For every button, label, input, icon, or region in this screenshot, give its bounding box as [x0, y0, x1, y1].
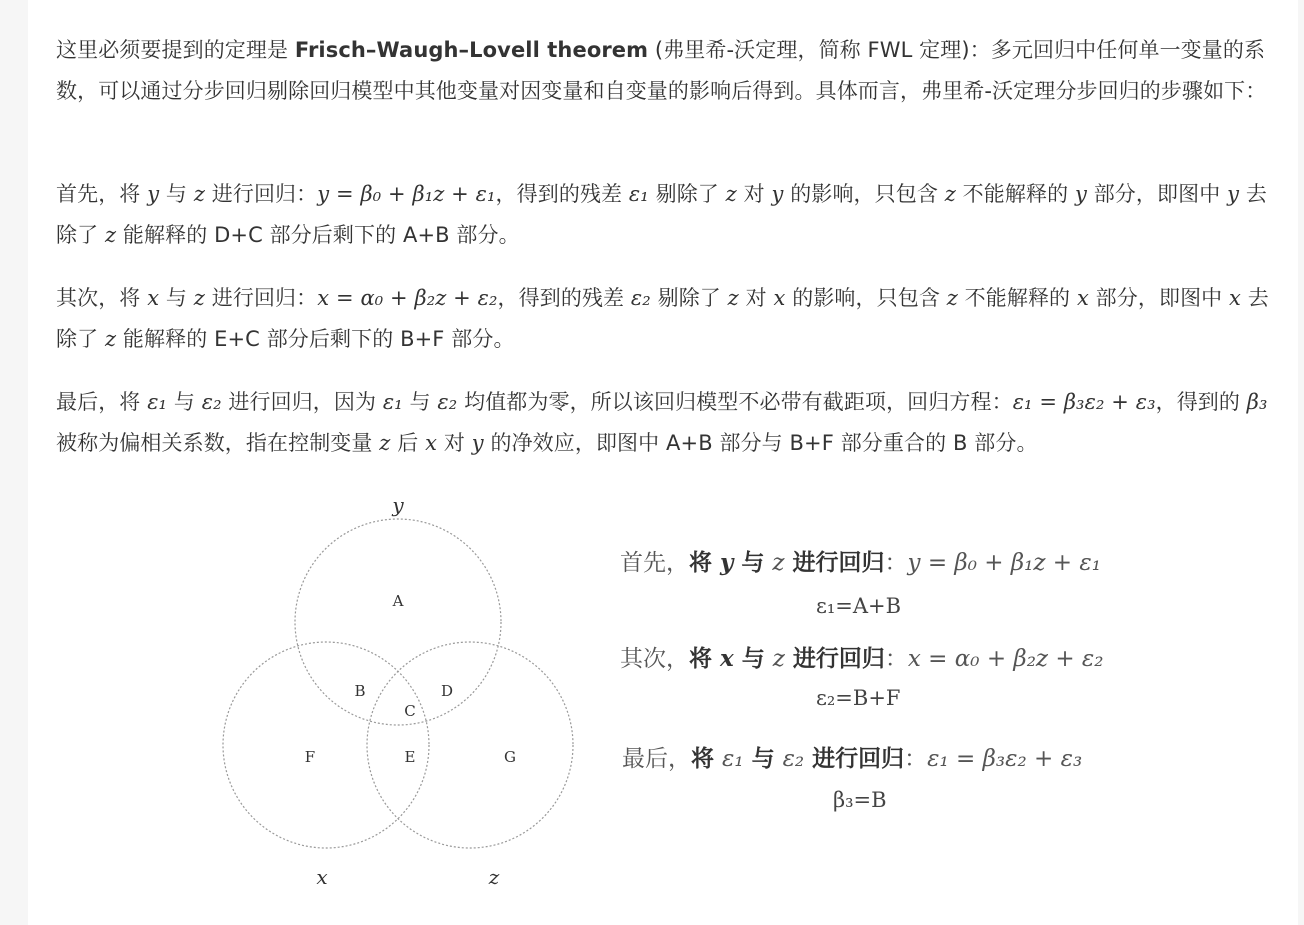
article-card — [28, 0, 1298, 925]
step1-text: 能解释的 D+C 部分后剩下的 A+B 部分。 — [116, 223, 520, 247]
sym-z: z — [725, 182, 737, 206]
step2-text: 其次，将 — [56, 286, 148, 310]
sym-y: y — [1074, 182, 1087, 206]
sym-z: z — [772, 646, 785, 672]
step3-text: 最后，将 — [56, 390, 148, 414]
step3-text: 对 — [437, 431, 472, 455]
right-step3-bold: 进行回归 — [804, 746, 905, 772]
circle-y-label: y — [392, 493, 404, 517]
step1-text: 剔除了 — [648, 182, 726, 206]
step2-equation: x = α₀ + β₂z + ε₂ — [317, 286, 498, 310]
sym-x: x — [720, 645, 734, 672]
right-step2-equation: x = α₀ + β₂z + ε₂ — [907, 646, 1104, 672]
step1-text: 部分，即图中 — [1086, 182, 1228, 206]
venn-diagram — [188, 490, 618, 910]
step3-text: 被称为偏相关系数，指在控制变量 — [56, 431, 380, 455]
right-step3-bold: 与 — [743, 746, 783, 772]
sym-z: z — [772, 550, 785, 576]
right-step1-result: ε₁=A+B — [816, 594, 902, 618]
region-d-label: D — [440, 682, 454, 700]
sym-z: z — [104, 327, 117, 351]
sym-x: x — [425, 431, 438, 455]
step1-equation: y = β₀ + β₁z + ε₁ — [317, 182, 496, 206]
step2-paragraph — [56, 278, 1276, 360]
circle-x — [223, 642, 429, 848]
sym-x: x — [1229, 286, 1241, 310]
theorem-name: Frisch–Waugh–Lovell theorem — [294, 38, 649, 62]
sym-y: y — [1227, 182, 1240, 206]
right-step1-bold: 进行回归 — [784, 550, 885, 576]
right-step1-equation: y = β₀ + β₁z + ε₁ — [907, 550, 1101, 576]
circle-z — [367, 642, 573, 848]
right-step1-bold: 将 — [689, 550, 721, 576]
sym-e2: ε₂ — [782, 746, 805, 772]
sym-x: x — [147, 286, 160, 310]
right-step2-bold: 与 — [733, 646, 773, 672]
step1-text: 的影响，只包含 — [783, 182, 945, 206]
step1-text: 进行回归： — [204, 182, 318, 206]
step2-text: 去除了 — [56, 286, 1269, 351]
sym-e2: ε₂ — [437, 390, 458, 414]
step3-text: 后 — [390, 431, 426, 455]
right-step3-pre: 最后， — [622, 746, 691, 772]
step2-text: ，得到的残差 — [497, 286, 631, 310]
sym-x: x — [1076, 286, 1089, 310]
step2-text: 部分，即图中 — [1088, 286, 1230, 310]
right-step2 — [620, 640, 1104, 673]
step3-text: 与 — [402, 390, 438, 414]
step3-text: ，得到的 — [1155, 390, 1247, 414]
region-e-label: E — [404, 748, 416, 766]
step3-text: 的净效应，即图中 A+B 部分与 B+F 部分重合的 B 部分。 — [483, 431, 1038, 455]
region-f-label: F — [304, 748, 316, 766]
step3-text: 进行回归，因为 — [221, 390, 383, 414]
region-a-label: A — [392, 592, 404, 610]
sym-z: z — [193, 286, 205, 310]
step2-text: 剔除了 — [650, 286, 728, 310]
step1-text: 去除了 — [56, 182, 1267, 247]
sym-e1: ε₁ — [628, 182, 649, 206]
right-step2-pre: 其次， — [620, 646, 689, 672]
sym-e1: ε₁ — [382, 390, 403, 414]
sym-e2: ε₂ — [630, 286, 651, 310]
region-g-label: G — [504, 748, 516, 766]
step3-text: 均值都为零，所以该回归模型不必带有截距项，回归方程： — [457, 390, 1013, 414]
sym-y: y — [147, 182, 160, 206]
sym-y: y — [471, 431, 484, 455]
right-step3-colon: ： — [904, 746, 928, 772]
venn-svg — [188, 490, 618, 910]
circle-z-label: z — [488, 865, 500, 889]
step1-text: ，得到的残差 — [495, 182, 629, 206]
step2-text: 能解释的 E+C 部分后剩下的 B+F 部分。 — [116, 327, 515, 351]
sym-z: z — [944, 182, 956, 206]
sym-y: y — [771, 182, 784, 206]
sym-z: z — [379, 431, 391, 455]
right-step1-pre: 首先， — [620, 550, 689, 576]
sym-x: x — [773, 286, 786, 310]
intro-text-post: (弗里希-沃定理，简称 FWL 定理)：多元回归中任何单一变量的系数，可以通过分步回归剔除回归模型中其他变量对因变量和自变量的影响后得到。具体而言，弗里希-沃定理分步回归的步骤如下： — [56, 38, 1267, 103]
right-step2-bold: 将 — [689, 646, 721, 672]
step1-text: 不能解释的 — [955, 182, 1075, 206]
step2-text: 不能解释的 — [957, 286, 1077, 310]
region-c-label: C — [404, 702, 416, 720]
intro-paragraph — [56, 30, 1276, 112]
sym-y: y — [720, 549, 734, 576]
sym-b3: β₃ — [1246, 390, 1268, 414]
circle-y — [295, 519, 501, 725]
region-b-label: B — [354, 682, 366, 700]
step1-text: 首先，将 — [56, 182, 148, 206]
step3-equation: ε₁ = β₃ε₂ + ε₃ — [1012, 390, 1156, 414]
step3-text: 与 — [167, 390, 202, 414]
sym-e1: ε₁ — [147, 390, 168, 414]
step3-paragraph — [56, 382, 1276, 464]
right-step2-bold: 进行回归 — [784, 646, 885, 672]
intro-text-pre: 这里必须要提到的定理是 — [56, 38, 295, 62]
sym-z: z — [193, 182, 205, 206]
sym-e1: ε₁ — [722, 746, 744, 772]
right-step1 — [620, 544, 1101, 577]
right-step2-result: ε₂=B+F — [816, 686, 901, 710]
step2-text: 与 — [159, 286, 194, 310]
step2-text: 的影响，只包含 — [785, 286, 947, 310]
right-step3-bold: 将 — [691, 746, 723, 772]
sym-z: z — [946, 286, 958, 310]
step2-text: 对 — [738, 286, 774, 310]
right-step3 — [622, 740, 1082, 773]
sym-z: z — [727, 286, 739, 310]
right-step1-bold: 与 — [733, 550, 773, 576]
circle-x-label: x — [316, 865, 328, 889]
step1-text: 与 — [159, 182, 194, 206]
right-step3-result: β₃=B — [833, 788, 887, 812]
step1-paragraph — [56, 174, 1276, 256]
step1-text: 对 — [736, 182, 772, 206]
sym-e2: ε₂ — [201, 390, 222, 414]
right-step2-colon: ： — [884, 646, 908, 672]
step2-text: 进行回归： — [204, 286, 318, 310]
right-step3-equation: ε₁ = β₃ε₂ + ε₃ — [927, 746, 1083, 772]
sym-z: z — [104, 223, 117, 247]
right-step1-colon: ： — [884, 550, 908, 576]
